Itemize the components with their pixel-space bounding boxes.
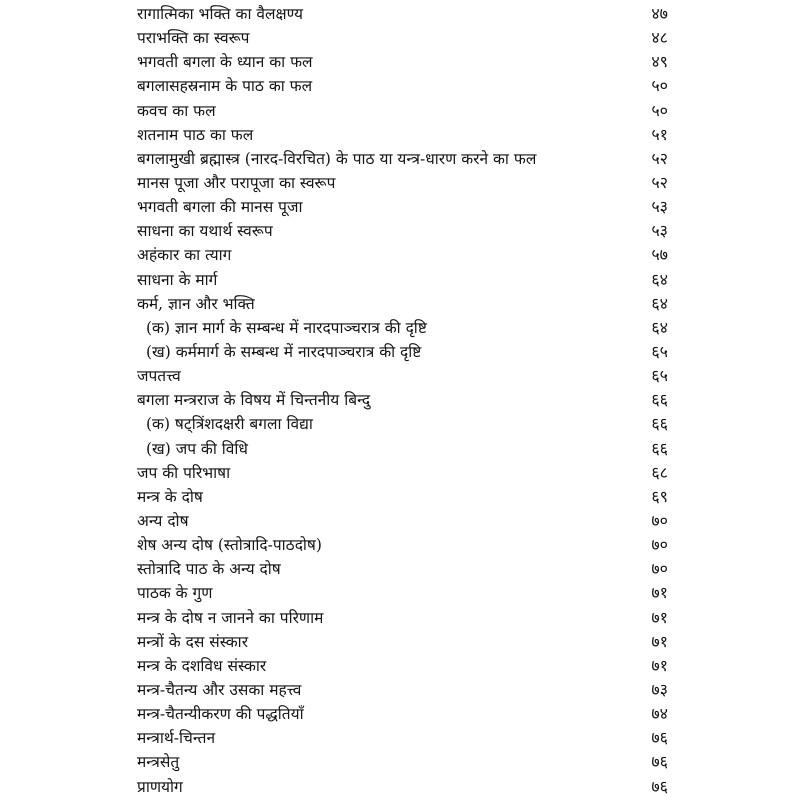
toc-entry	[0, 99, 800, 123]
toc-page-number: ७३	[651, 679, 668, 699]
toc-title: मन्त्र के दोष न जानने का परिणाम	[137, 608, 324, 627]
toc-entry	[0, 654, 800, 678]
toc-title: शेष अन्य दोष (स्तोत्रादि-पाठदोष)	[137, 536, 322, 555]
toc-page-number: ७०	[651, 535, 668, 555]
toc-title: मन्त्र-चैतन्य और उसका महत्त्व	[137, 680, 302, 699]
toc-title: बगलासहस्रनाम के पाठ का फल	[137, 77, 313, 96]
toc-title: (क) ज्ञान मार्ग के सम्बन्ध में नारदपाञ्चरात्र की दृष्टि	[146, 318, 427, 337]
toc-page-number: ५२	[651, 148, 668, 168]
toc-entry	[0, 243, 800, 267]
toc-entry	[0, 557, 800, 581]
toc-title: अन्य दोष	[137, 511, 189, 530]
toc-subentry	[0, 340, 800, 364]
toc-entry	[0, 195, 800, 219]
toc-entry	[0, 678, 800, 702]
toc-title: मन्त्रों के दस संस्कार	[137, 632, 249, 651]
toc-subentry	[0, 437, 800, 461]
toc-title: पराभक्ति का स्वरूप	[137, 29, 250, 48]
toc-title: (ख) जप की विधि	[146, 439, 248, 458]
toc-title: बगला मन्त्रराज के विषय में चिन्तनीय बिन्दु	[137, 391, 371, 410]
toc-page-number: ७१	[651, 583, 668, 603]
toc-page-number: ५०	[651, 100, 668, 120]
toc-page-number: ६९	[651, 486, 668, 506]
toc-page-number: ६५	[651, 366, 668, 386]
toc-page-number: ६६	[651, 414, 668, 434]
toc-entry	[0, 775, 800, 799]
toc-title: मन्त्र के दोष	[137, 487, 203, 506]
toc-title: जप की परिभाषा	[137, 463, 231, 482]
toc-entry	[0, 630, 800, 654]
toc-entry	[0, 726, 800, 750]
toc-page-number: ६४	[651, 317, 668, 337]
toc-title: साधना के मार्ग	[137, 270, 218, 289]
toc-entry	[0, 606, 800, 630]
toc-page-number: ५१	[651, 124, 668, 144]
toc-page-number: ६६	[651, 438, 668, 458]
toc-title: रागात्मिका भक्ति का वैलक्षण्य	[137, 5, 303, 23]
toc-title: मन्त्रार्थ-चिन्तन	[137, 729, 216, 748]
toc-page-number: ७१	[651, 655, 668, 675]
toc-entry	[0, 485, 800, 509]
toc-page-number: ७६	[651, 728, 668, 748]
toc-title: साधना का यथार्थ स्वरूप	[137, 222, 273, 241]
toc-entry	[0, 74, 800, 98]
toc-title: स्तोत्रादि पाठ के अन्य दोष	[137, 560, 281, 579]
toc-page-number: ७६	[651, 776, 668, 796]
toc-entry	[0, 533, 800, 557]
toc-entry	[0, 2, 800, 26]
toc-entry	[0, 268, 800, 292]
toc-title: प्राणयोग	[137, 777, 183, 796]
toc-title: मन्त्र के दशविध संस्कार	[137, 656, 267, 675]
toc-title: (ख) कर्ममार्ग के सम्बन्ध में नारदपाञ्चरात्र की दृष्टि	[146, 342, 422, 361]
toc-page-number: ७४	[651, 704, 668, 724]
toc-subentry	[0, 412, 800, 436]
toc-entry	[0, 147, 800, 171]
toc-page-number: ७०	[651, 559, 668, 579]
toc-title: अहंकार का त्याग	[137, 246, 232, 265]
toc-page-number: ६६	[651, 390, 668, 410]
toc-page-number: ५०	[651, 76, 668, 96]
toc-title: मन्त्रसेतु	[137, 753, 180, 772]
toc-page-number: ४८	[651, 28, 668, 48]
toc-entry	[0, 171, 800, 195]
toc-entry	[0, 702, 800, 726]
toc-page-number: ७१	[651, 631, 668, 651]
toc-title: मन्त्र-चैतन्यीकरण की पद्धतियाँ	[137, 705, 304, 724]
toc-title: भगवती बगला के ध्यान का फल	[137, 53, 313, 72]
toc-entry	[0, 388, 800, 412]
toc-title: कर्म, ज्ञान और भक्ति	[137, 294, 255, 313]
toc-page-number: ७६	[651, 752, 668, 772]
toc-page-number: ५३	[651, 221, 668, 241]
toc-page-number: ६४	[651, 269, 668, 289]
toc-page-number: ७०	[651, 510, 668, 530]
toc-entry	[0, 292, 800, 316]
toc-title: मानस पूजा और परापूजा का स्वरूप	[137, 173, 336, 192]
toc-page-number: ५७	[651, 245, 668, 265]
toc-title: (क) षट्त्रिंशदक्षरी बगला विद्या	[146, 415, 313, 434]
toc-title: जपतत्त्व	[137, 367, 181, 386]
toc-entry	[0, 581, 800, 605]
toc-entry	[0, 509, 800, 533]
toc-title: पाठक के गुण	[137, 584, 213, 603]
toc-title: कवच का फल	[137, 101, 216, 120]
toc-title: भगवती बगला की मानस पूजा	[137, 198, 303, 217]
toc-page-number: ५२	[651, 172, 668, 192]
table-of-contents	[0, 2, 800, 799]
toc-entry	[0, 26, 800, 50]
toc-subentry	[0, 316, 800, 340]
toc-page-number: ७१	[651, 607, 668, 627]
toc-entry	[0, 219, 800, 243]
toc-page-number: ६५	[651, 341, 668, 361]
toc-entry	[0, 364, 800, 388]
toc-page-number: ४७	[651, 4, 668, 23]
toc-entry	[0, 123, 800, 147]
toc-entry	[0, 50, 800, 74]
toc-page-number: ४९	[651, 52, 668, 72]
toc-page-number: ६८	[651, 462, 668, 482]
toc-page-number: ५३	[651, 197, 668, 217]
toc-page-number: ६४	[651, 293, 668, 313]
toc-entry	[0, 461, 800, 485]
toc-title: बगलामुखी ब्रह्मास्त्र (नारद-विरचित) के पाठ या यन्त्र-धारण करने का फल	[137, 149, 537, 168]
toc-entry	[0, 750, 800, 774]
toc-title: शतनाम पाठ का फल	[137, 125, 254, 144]
